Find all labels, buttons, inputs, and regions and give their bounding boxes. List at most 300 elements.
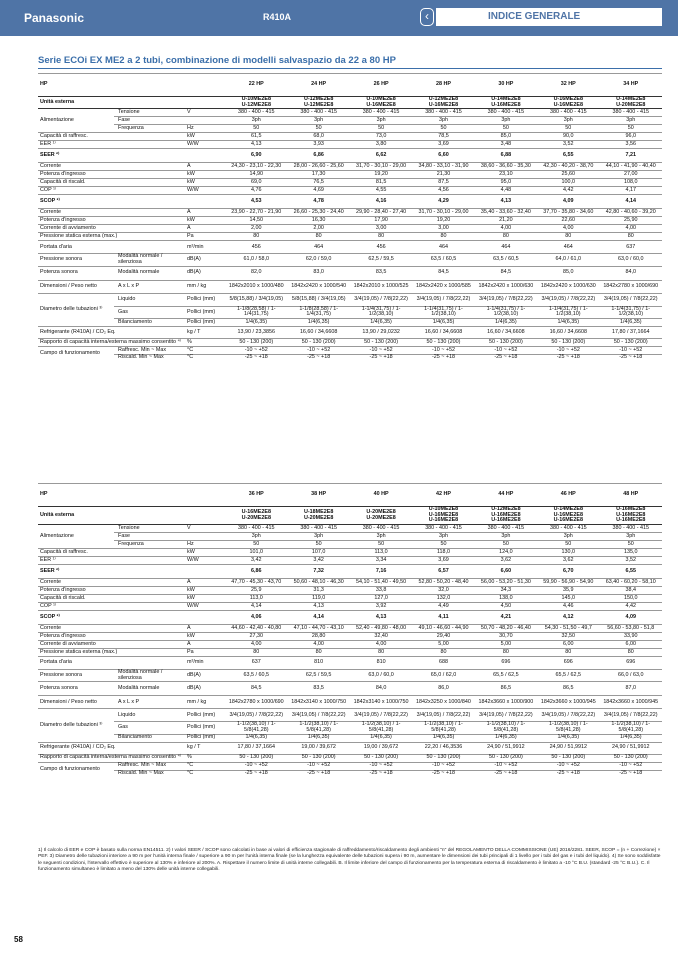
cell-value: 68,0 (287, 133, 349, 141)
cell-value: 42,80 - 40,60 - 39,20 (600, 209, 663, 217)
row-sublabel: Riscald. Min ~ Max (114, 770, 185, 776)
chevron-left-icon[interactable]: ‹ (420, 8, 434, 26)
cell-value: 6,00 (537, 641, 599, 649)
cell-value: 13,90 / 23,3856 (225, 327, 287, 339)
cell-value: 84,5 (475, 266, 537, 280)
cell-value: 84,0 (350, 682, 412, 696)
refrigerant-label: R410A (263, 12, 292, 22)
cell-value: 637 (600, 241, 663, 254)
cell-value: 4,00 (287, 641, 349, 649)
cell-value: 17,80 / 37,1664 (600, 327, 663, 339)
spec-row (38, 742, 662, 754)
cell-value: -10 ~ +52 (537, 347, 599, 355)
cell-value: 3ph (600, 117, 663, 125)
row-label: Portata d'aria (38, 241, 185, 254)
cell-value: 4,00 (475, 225, 537, 233)
row-unit: W/W (185, 187, 225, 195)
cell-value: 16,60 / 34,6608 (475, 327, 537, 339)
cell-value: 1/4(6,35) (600, 734, 663, 742)
cell-value: 64,0 / 61,0 (537, 254, 599, 266)
cell-value: 80 (350, 649, 412, 657)
cell-value: 6,60 (475, 565, 537, 579)
row-label: SEER ²⁾ (38, 565, 185, 579)
row-unit (185, 74, 225, 97)
spec-row (38, 266, 662, 280)
row-sublabel: Frequenza (114, 125, 185, 133)
cell-value: U-12ME2E8 U-16ME2E8 U-16ME2E8 (475, 507, 537, 525)
cell-value: U-16ME2E8 U-16ME2E8 (537, 97, 599, 109)
row-sublabel: Modalità normale (114, 682, 185, 696)
row-unit (185, 195, 225, 209)
cell-value: 50 - 130 (200) (537, 339, 599, 347)
cell-value: 80 (412, 649, 474, 657)
row-unit: m³/min (185, 657, 225, 670)
cell-value: 3ph (475, 533, 537, 541)
spec-row (38, 611, 662, 625)
row-label: Campo di funzionamento (38, 762, 114, 776)
cell-value: 34 HP (600, 74, 663, 97)
row-unit: kW (185, 133, 225, 141)
cell-value: -25 ~ +18 (225, 770, 287, 776)
row-unit: kg / T (185, 327, 225, 339)
row-unit: Pollici (mm) (185, 722, 225, 734)
cell-value: -10 ~ +52 (350, 347, 412, 355)
cell-value: 63,5 / 60,5 (412, 254, 474, 266)
cell-value: 1842x2420 x 1000/540 (287, 280, 349, 293)
index-link[interactable]: INDICE GENERALE (436, 8, 662, 26)
cell-value: 44,10 - 41,90 - 40,40 (600, 163, 663, 171)
cell-value: -10 ~ +52 (412, 762, 474, 770)
cell-value: 16,30 (287, 217, 349, 225)
cell-value: -25 ~ +18 (412, 355, 474, 361)
cell-value: 65,0 / 62,0 (412, 670, 474, 682)
cell-value: 63,5 / 60,5 (225, 670, 287, 682)
cell-value: 1/4(6,35) (287, 734, 349, 742)
row-sublabel: Modalità normale / silenziosa (114, 670, 185, 682)
cell-value: 44,60 - 42,40 - 40,80 (225, 625, 287, 633)
cell-value: 464 (537, 241, 599, 254)
cell-value: 48 HP (600, 484, 663, 507)
cell-value: 6,55 (537, 149, 599, 163)
cell-value: 4,56 (412, 187, 474, 195)
row-label: EER ¹⁾ (38, 141, 185, 149)
cell-value: 135,0 (600, 549, 663, 557)
cell-value: 85,0 (475, 133, 537, 141)
cell-value: 50,60 - 48,10 - 46,30 (287, 579, 349, 587)
cell-value: 1/4(6,35) (600, 319, 663, 327)
cell-value: 113,0 (350, 549, 412, 557)
cell-value: 87,5 (412, 179, 474, 187)
cell-value: 27,00 (600, 171, 663, 179)
row-label: Refrigerante (R410A) / CO₂ Eq. (38, 327, 185, 339)
cell-value: 33,8 (350, 587, 412, 595)
cell-value: 50 (225, 541, 287, 549)
cell-value: 50 (350, 541, 412, 549)
cell-value: 80 (287, 233, 349, 241)
cell-value: 3/4(19,05) / 7/8(22,22) (600, 709, 663, 722)
cell-value: 62,0 / 59,0 (287, 254, 349, 266)
cell-value: 14,90 (225, 171, 287, 179)
row-label: Corrente di avviamento (38, 641, 185, 649)
row-unit: kW (185, 171, 225, 179)
cell-value: U-18ME2E8 U-20ME2E8 (287, 507, 349, 525)
cell-value: 24,30 - 23,10 - 22,30 (225, 163, 287, 171)
cell-value: -10 ~ +52 (225, 762, 287, 770)
cell-value: 1-1/2(38,10) / 1-5/8(41,28) (537, 722, 599, 734)
cell-value: 380 - 400 - 415 (537, 525, 599, 533)
cell-value: 4,49 (412, 603, 474, 611)
cell-value: 50 - 130 (200) (412, 754, 474, 762)
cell-value: 4,14 (287, 611, 349, 625)
cell-value: 25,90 (600, 217, 663, 225)
spec-row (38, 549, 662, 557)
cell-value: 3ph (350, 533, 412, 541)
cell-value: 81,5 (350, 179, 412, 187)
cell-value: 6,55 (600, 565, 663, 579)
row-label: Potenza d'ingresso (38, 217, 185, 225)
row-unit: °C (185, 762, 225, 770)
spec-row (38, 762, 662, 770)
spec-row (38, 97, 662, 109)
row-sublabel: Modalità normale / silenziosa (114, 254, 185, 266)
cell-value: 4,53 (225, 195, 287, 209)
cell-value: 145,0 (537, 595, 599, 603)
cell-value: 380 - 400 - 415 (412, 525, 474, 533)
row-label: Corrente (38, 209, 185, 217)
cell-value: 62,5 / 59,5 (287, 670, 349, 682)
row-unit: % (185, 754, 225, 762)
spec-row (38, 233, 662, 241)
cell-value: 810 (350, 657, 412, 670)
cell-value: 38,4 (600, 587, 663, 595)
cell-value: U-16ME2E8 U-16ME2E8 U-16ME2E8 (600, 507, 663, 525)
spec-row (38, 696, 662, 709)
cell-value: 16,60 / 34,6608 (287, 327, 349, 339)
cell-value: 5/8(15,88) / 3/4(19,05) (287, 293, 349, 306)
cell-value: U-16ME2E8 U-20ME2E8 (225, 507, 287, 525)
spec-row (38, 339, 662, 347)
spec-row (38, 657, 662, 670)
cell-value: 35,40 - 33,60 - 32,40 (475, 209, 537, 217)
cell-value: 65,5 / 62,5 (537, 670, 599, 682)
row-unit: Pollici (mm) (185, 306, 225, 318)
cell-value: 80 (475, 233, 537, 241)
cell-value: 4,21 (475, 611, 537, 625)
cell-value: 31,70 - 30,10 - 29,00 (412, 209, 474, 217)
cell-value: 19,20 (350, 171, 412, 179)
cell-value: -25 ~ +18 (350, 770, 412, 776)
cell-value: 29,40 (412, 633, 474, 641)
cell-value: 7,32 (287, 565, 349, 579)
row-label: Capacità di raffresc. (38, 133, 185, 141)
cell-value: 1-1/4(31,75) / 1-1/2(38,10) (350, 306, 412, 318)
cell-value: -25 ~ +18 (287, 355, 349, 361)
top-header-bar (0, 0, 678, 36)
cell-value: 3ph (287, 533, 349, 541)
cell-value: 84,5 (225, 682, 287, 696)
cell-value: 1/4(6,35) (225, 319, 287, 327)
row-sublabel: Frequenza (114, 541, 185, 549)
row-sublabel: Riscald. Min ~ Max (114, 355, 185, 361)
cell-value: 4,00 (225, 641, 287, 649)
cell-value: 59,90 - 56,90 - 54,90 (537, 579, 599, 587)
row-label: Potenza sonora (38, 682, 114, 696)
cell-value: 40 HP (350, 484, 412, 507)
row-unit: A (185, 209, 225, 217)
cell-value: 1-1/4(31,75) / 1-1/2(38,10) (412, 306, 474, 318)
row-unit: mm / kg (185, 696, 225, 709)
spec-row (38, 525, 662, 533)
cell-value: 80 (412, 233, 474, 241)
cell-value: 380 - 400 - 415 (412, 109, 474, 117)
row-label: SCOP ²⁾ (38, 195, 185, 209)
row-label: Capacità di riscald. (38, 595, 185, 603)
cell-value: 63,0 / 60,0 (600, 254, 663, 266)
cell-value: 6,62 (350, 149, 412, 163)
cell-value: 3,00 (412, 225, 474, 233)
cell-value: -10 ~ +52 (350, 762, 412, 770)
cell-value: 7,16 (350, 565, 412, 579)
spec-row (38, 149, 662, 163)
row-sublabel: Bilanciamento (114, 319, 185, 327)
row-unit: A (185, 579, 225, 587)
cell-value: 22,60 (537, 217, 599, 225)
cell-value: -10 ~ +52 (600, 347, 663, 355)
cell-value: 107,0 (287, 549, 349, 557)
cell-value: 380 - 400 - 415 (600, 109, 663, 117)
cell-value: 36 HP (225, 484, 287, 507)
cell-value: 50 - 130 (200) (412, 339, 474, 347)
cell-value: 4,55 (350, 187, 412, 195)
cell-value: 56,60 - 53,80 - 51,8 (600, 625, 663, 633)
cell-value: 4,46 (537, 603, 599, 611)
row-unit: Pollici (mm) (185, 319, 225, 327)
row-label: SCOP ²⁾ (38, 611, 185, 625)
spec-row (38, 171, 662, 179)
cell-value: 38 HP (287, 484, 349, 507)
row-sublabel: A x L x P (114, 696, 185, 709)
spec-row (38, 355, 662, 361)
cell-value: 63,5 / 60,5 (475, 254, 537, 266)
cell-value: 464 (412, 241, 474, 254)
cell-value: 80 (350, 233, 412, 241)
spec-row (38, 565, 662, 579)
cell-value: 96,0 (600, 133, 663, 141)
cell-value: 66,0 / 63,0 (600, 670, 663, 682)
cell-value: -25 ~ +18 (600, 355, 663, 361)
cell-value: 1842x2010 x 1000/525 (350, 280, 412, 293)
cell-value: 3,93 (287, 141, 349, 149)
row-unit: dB(A) (185, 682, 225, 696)
row-label: Portata d'aria (38, 657, 185, 670)
cell-value: 37,70 - 35,80 - 34,60 (537, 209, 599, 217)
cell-value: 464 (287, 241, 349, 254)
cell-value: U-10ME2E8 U-16ME2E8 U-16ME2E8 (412, 507, 474, 525)
cell-value: U-10ME2E8 U-16ME2E8 (350, 97, 412, 109)
cell-value: -10 ~ +52 (537, 762, 599, 770)
cell-value: -10 ~ +52 (600, 762, 663, 770)
title-divider (38, 68, 662, 69)
cell-value: 3,34 (350, 557, 412, 565)
cell-value: 130,0 (537, 549, 599, 557)
cell-value: 1-1/2(38,10) / 1-5/8(41,28) (412, 722, 474, 734)
cell-value: 61,0 / 58,0 (225, 254, 287, 266)
cell-value: 95,0 (475, 179, 537, 187)
spec-row (38, 280, 662, 293)
row-unit (185, 484, 225, 507)
spec-row (38, 163, 662, 171)
row-unit: Pa (185, 649, 225, 657)
cell-value: 54,30 - 51,50 - 49,7 (537, 625, 599, 633)
cell-value: 50 (600, 125, 663, 133)
spec-row (38, 754, 662, 762)
cell-value: 61,5 (225, 133, 287, 141)
cell-value: 3,52 (600, 557, 663, 565)
cell-value: 24,90 / 51,9912 (600, 742, 663, 754)
cell-value: U-10ME2E8 U-12ME2E8 (225, 97, 287, 109)
cell-value: 1/4(6,35) (350, 319, 412, 327)
row-unit: dB(A) (185, 670, 225, 682)
cell-value: 3,56 (600, 141, 663, 149)
cell-value: 4,00 (600, 225, 663, 233)
cell-value: 810 (287, 657, 349, 670)
cell-value: 25,9 (225, 587, 287, 595)
cell-value: 52,40 - 49,80 - 48,00 (350, 625, 412, 633)
row-unit (185, 611, 225, 625)
row-unit: W/W (185, 603, 225, 611)
cell-value: 380 - 400 - 415 (225, 109, 287, 117)
cell-value: 50 - 130 (200) (600, 339, 663, 347)
cell-value: -25 ~ +18 (412, 770, 474, 776)
cell-value: 4,00 (537, 225, 599, 233)
row-unit: Pollici (mm) (185, 709, 225, 722)
cell-value: -25 ~ +18 (475, 770, 537, 776)
cell-value: -25 ~ +18 (475, 355, 537, 361)
row-sublabel: Modalità normale (114, 266, 185, 280)
cell-value: 90,0 (537, 133, 599, 141)
cell-value: 132,0 (412, 595, 474, 603)
cell-value: 65,5 / 62,5 (475, 670, 537, 682)
cell-value: 50,70 - 48,20 - 46,40 (475, 625, 537, 633)
cell-value: 4,76 (225, 187, 287, 195)
cell-value: 3,80 (350, 141, 412, 149)
spec-row (38, 484, 662, 507)
cell-value: 80 (225, 649, 287, 657)
row-unit: kW (185, 179, 225, 187)
cell-value: 4,06 (225, 611, 287, 625)
cell-value: 50 (412, 541, 474, 549)
cell-value: 3ph (350, 117, 412, 125)
cell-value: 138,0 (475, 595, 537, 603)
row-label: Pressione sonora (38, 254, 114, 266)
row-unit (185, 97, 225, 109)
cell-value: 1842x2420 x 1000/585 (412, 280, 474, 293)
cell-value: 1842x3140 x 1000/750 (287, 696, 349, 709)
cell-value: 23,10 (475, 171, 537, 179)
row-label: Rapporto di capacità interna/esterna massimo consentito ⁴⁾ (38, 754, 185, 762)
spec-row (38, 187, 662, 195)
cell-value: 127,0 (350, 595, 412, 603)
spec-row (38, 603, 662, 611)
cell-value: 1842x3660 x 1000/945 (600, 696, 663, 709)
cell-value: 24,90 / 51,9912 (537, 742, 599, 754)
cell-value: 4,42 (537, 187, 599, 195)
cell-value: 16,60 / 34,6608 (412, 327, 474, 339)
spec-row (38, 195, 662, 209)
spec-row (38, 670, 662, 682)
spec-row (38, 141, 662, 149)
cell-value: 21,30 (412, 171, 474, 179)
cell-value: 1-1/2(38,10) / 1-5/8(41,28) (287, 722, 349, 734)
cell-value: 1/4(6,35) (350, 734, 412, 742)
page-title: Serie ECOi EX ME2 a 2 tubi, combinazione di modelli salvaspazio da 22 a 80 HP (38, 55, 396, 66)
cell-value: 32 HP (537, 74, 599, 97)
row-unit: °C (185, 355, 225, 361)
cell-value: 3/4(19,05) / 7/8(22,22) (412, 293, 474, 306)
cell-value: 83,5 (350, 266, 412, 280)
cell-value: 80 (537, 649, 599, 657)
cell-value: -10 ~ +52 (412, 347, 474, 355)
cell-value: 5,00 (475, 641, 537, 649)
row-unit (185, 565, 225, 579)
cell-value: U-12ME2E8 U-16ME2E8 (412, 97, 474, 109)
cell-value: U-12ME2E8 U-12ME2E8 (287, 97, 349, 109)
cell-value: 3,92 (350, 603, 412, 611)
cell-value: 86,0 (412, 682, 474, 696)
row-unit: °C (185, 347, 225, 355)
cell-value: 3/4(19,05) / 7/8(22,22) (537, 293, 599, 306)
cell-value: 3/4(19,05) / 7/8(22,22) (600, 293, 663, 306)
spec-row (38, 557, 662, 565)
row-unit: A (185, 163, 225, 171)
cell-value: -10 ~ +52 (225, 347, 287, 355)
cell-value: 86,5 (537, 682, 599, 696)
cell-value: 87,0 (600, 682, 663, 696)
cell-value: 3/4(19,05) / 7/8(22,22) (350, 293, 412, 306)
cell-value: 4,12 (537, 611, 599, 625)
cell-value: 62,5 / 59,5 (350, 254, 412, 266)
cell-value: 1842x3660 x 1000/945 (537, 696, 599, 709)
cell-value: 3,62 (475, 557, 537, 565)
cell-value: 3/4(19,05) / 7/8(22,22) (412, 709, 474, 722)
spec-row (38, 649, 662, 657)
cell-value: 80 (287, 649, 349, 657)
row-label: Refrigerante (R410A) / CO₂ Eq. (38, 742, 185, 754)
cell-value: 1-1/4(31,75) / 1-1/2(38,10) (537, 306, 599, 318)
cell-value: 1/4(6,35) (537, 734, 599, 742)
row-unit: dB(A) (185, 254, 225, 266)
cell-value: 4,69 (287, 187, 349, 195)
cell-value: 4,14 (225, 603, 287, 611)
row-unit: A (185, 641, 225, 649)
row-unit: Hz (185, 541, 225, 549)
cell-value: 3,62 (537, 557, 599, 565)
cell-value: 83,5 (287, 682, 349, 696)
row-unit (185, 507, 225, 525)
cell-value: 50 (600, 541, 663, 549)
cell-value: 3/4(19,05) / 7/8(22,22) (350, 709, 412, 722)
cell-value: 6,00 (600, 641, 663, 649)
row-label: Diametro delle tubazioni ³⁾ (38, 709, 114, 742)
cell-value: 26 HP (350, 74, 412, 97)
row-unit: kW (185, 595, 225, 603)
spec-row (38, 254, 662, 266)
cell-value: 1-1/2(38,10) / 1-5/8(41,28) (475, 722, 537, 734)
cell-value: 30,70 (475, 633, 537, 641)
row-sublabel: Gas (114, 306, 185, 318)
cell-value: -25 ~ +18 (225, 355, 287, 361)
cell-value: 380 - 400 - 415 (350, 109, 412, 117)
